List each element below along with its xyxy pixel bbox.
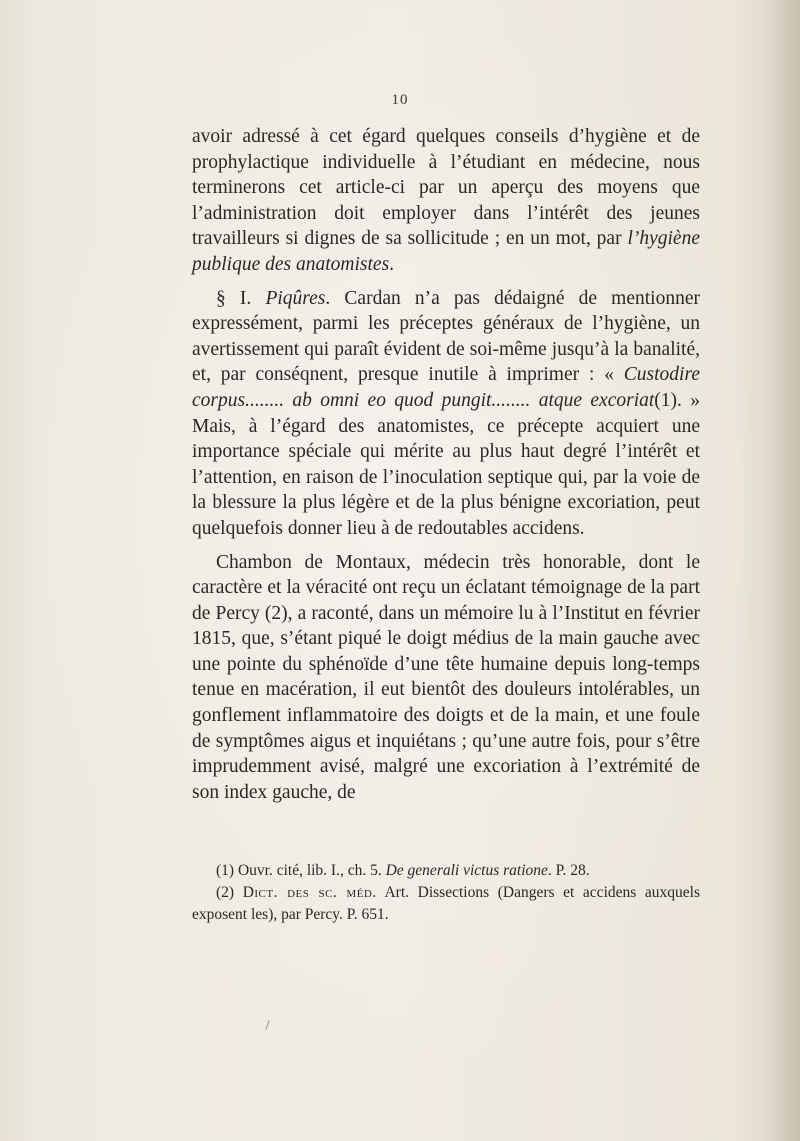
latin-quote: Custodire corpus........ ab omni eo quod pungit........ atque excoriat (192, 364, 700, 411)
text-run: . P. 28. (547, 862, 590, 879)
paragraph-1 (192, 124, 700, 278)
footnote-1 (192, 860, 700, 882)
text-run: avoir adressé à cet égard quelques conseils d’hygiène et de prophylactique individuelle à l’étudiant en médecine, nous terminerons cet article-ci par un aperçu des moyens que l’administration doit employer dans l’intérêt des jeunes travailleurs si dignes de sa sollicitude ; en un mot, par (192, 126, 700, 250)
text-run: . Cardan n’a pas dédaigné de mentionner expressément, parmi les préceptes généraux de l’hygiène, un avertissement qui paraît évident de soi-même jusqu’à la banalité, et, par conséqnent, presque inutile à imprimer : « (192, 287, 700, 386)
text-run: Art. Dissections (Dangers et accidens auxquels exposent les), par Percy. P. 651. (192, 884, 700, 923)
section-mark: § I. (216, 287, 266, 309)
text-run: (1) Ouvr. cité, lib. I., ch. 5. (216, 862, 386, 879)
text-run-italic: l’hygiène publique des anatomistes (192, 228, 700, 275)
text-run: . (389, 253, 395, 275)
text-run-smallcaps: Dict. des sc. méd. (242, 884, 377, 901)
body-text (192, 124, 700, 805)
paragraph-3 (192, 550, 700, 806)
section-heading: Piqûres (265, 287, 326, 309)
footnotes (192, 860, 700, 926)
text-run-italic: De generali victus ratione (385, 862, 548, 879)
footnote-2 (192, 882, 700, 926)
paragraph-2 (192, 286, 700, 542)
page-number: 10 (391, 92, 409, 108)
text-run: Chambon de Montaux, médecin très honorable, dont le caractère et la véracité ont reçu un éclatant témoignage de la part de Percy (2), a raconté, dans un mémoire lu à l’Institut en février 1815, que, s’étant piqué le doigt médius de la main gauche avec une pointe du sphénoïde d’une tête humaine depuis long-temps tenue en macération, il eut bientôt des douleurs intolérables, un gonflement inflammatoire des doigts et de la main, et une foule de symptômes aigus et inquiétans ; qu’une autre fois, pour s’être imprudemment avisé, malgré une excoriation à l’extrémité de son index gauche, de (192, 551, 700, 803)
text-run: (2) (216, 884, 243, 901)
text-run: (1). » Mais, à l’égard des anatomistes, ce précepte acquiert une importance spéciale qui mérite au plus haut degré l’intérêt et l’attention, en raison de l’inoculation septique qui, par la voie de la blessure la plus légère et de la plus bénigne excoriation, peut quelquefois donner lieu à de redoutables accidens. (192, 389, 700, 539)
stray-pencil-mark (265, 1020, 269, 1030)
